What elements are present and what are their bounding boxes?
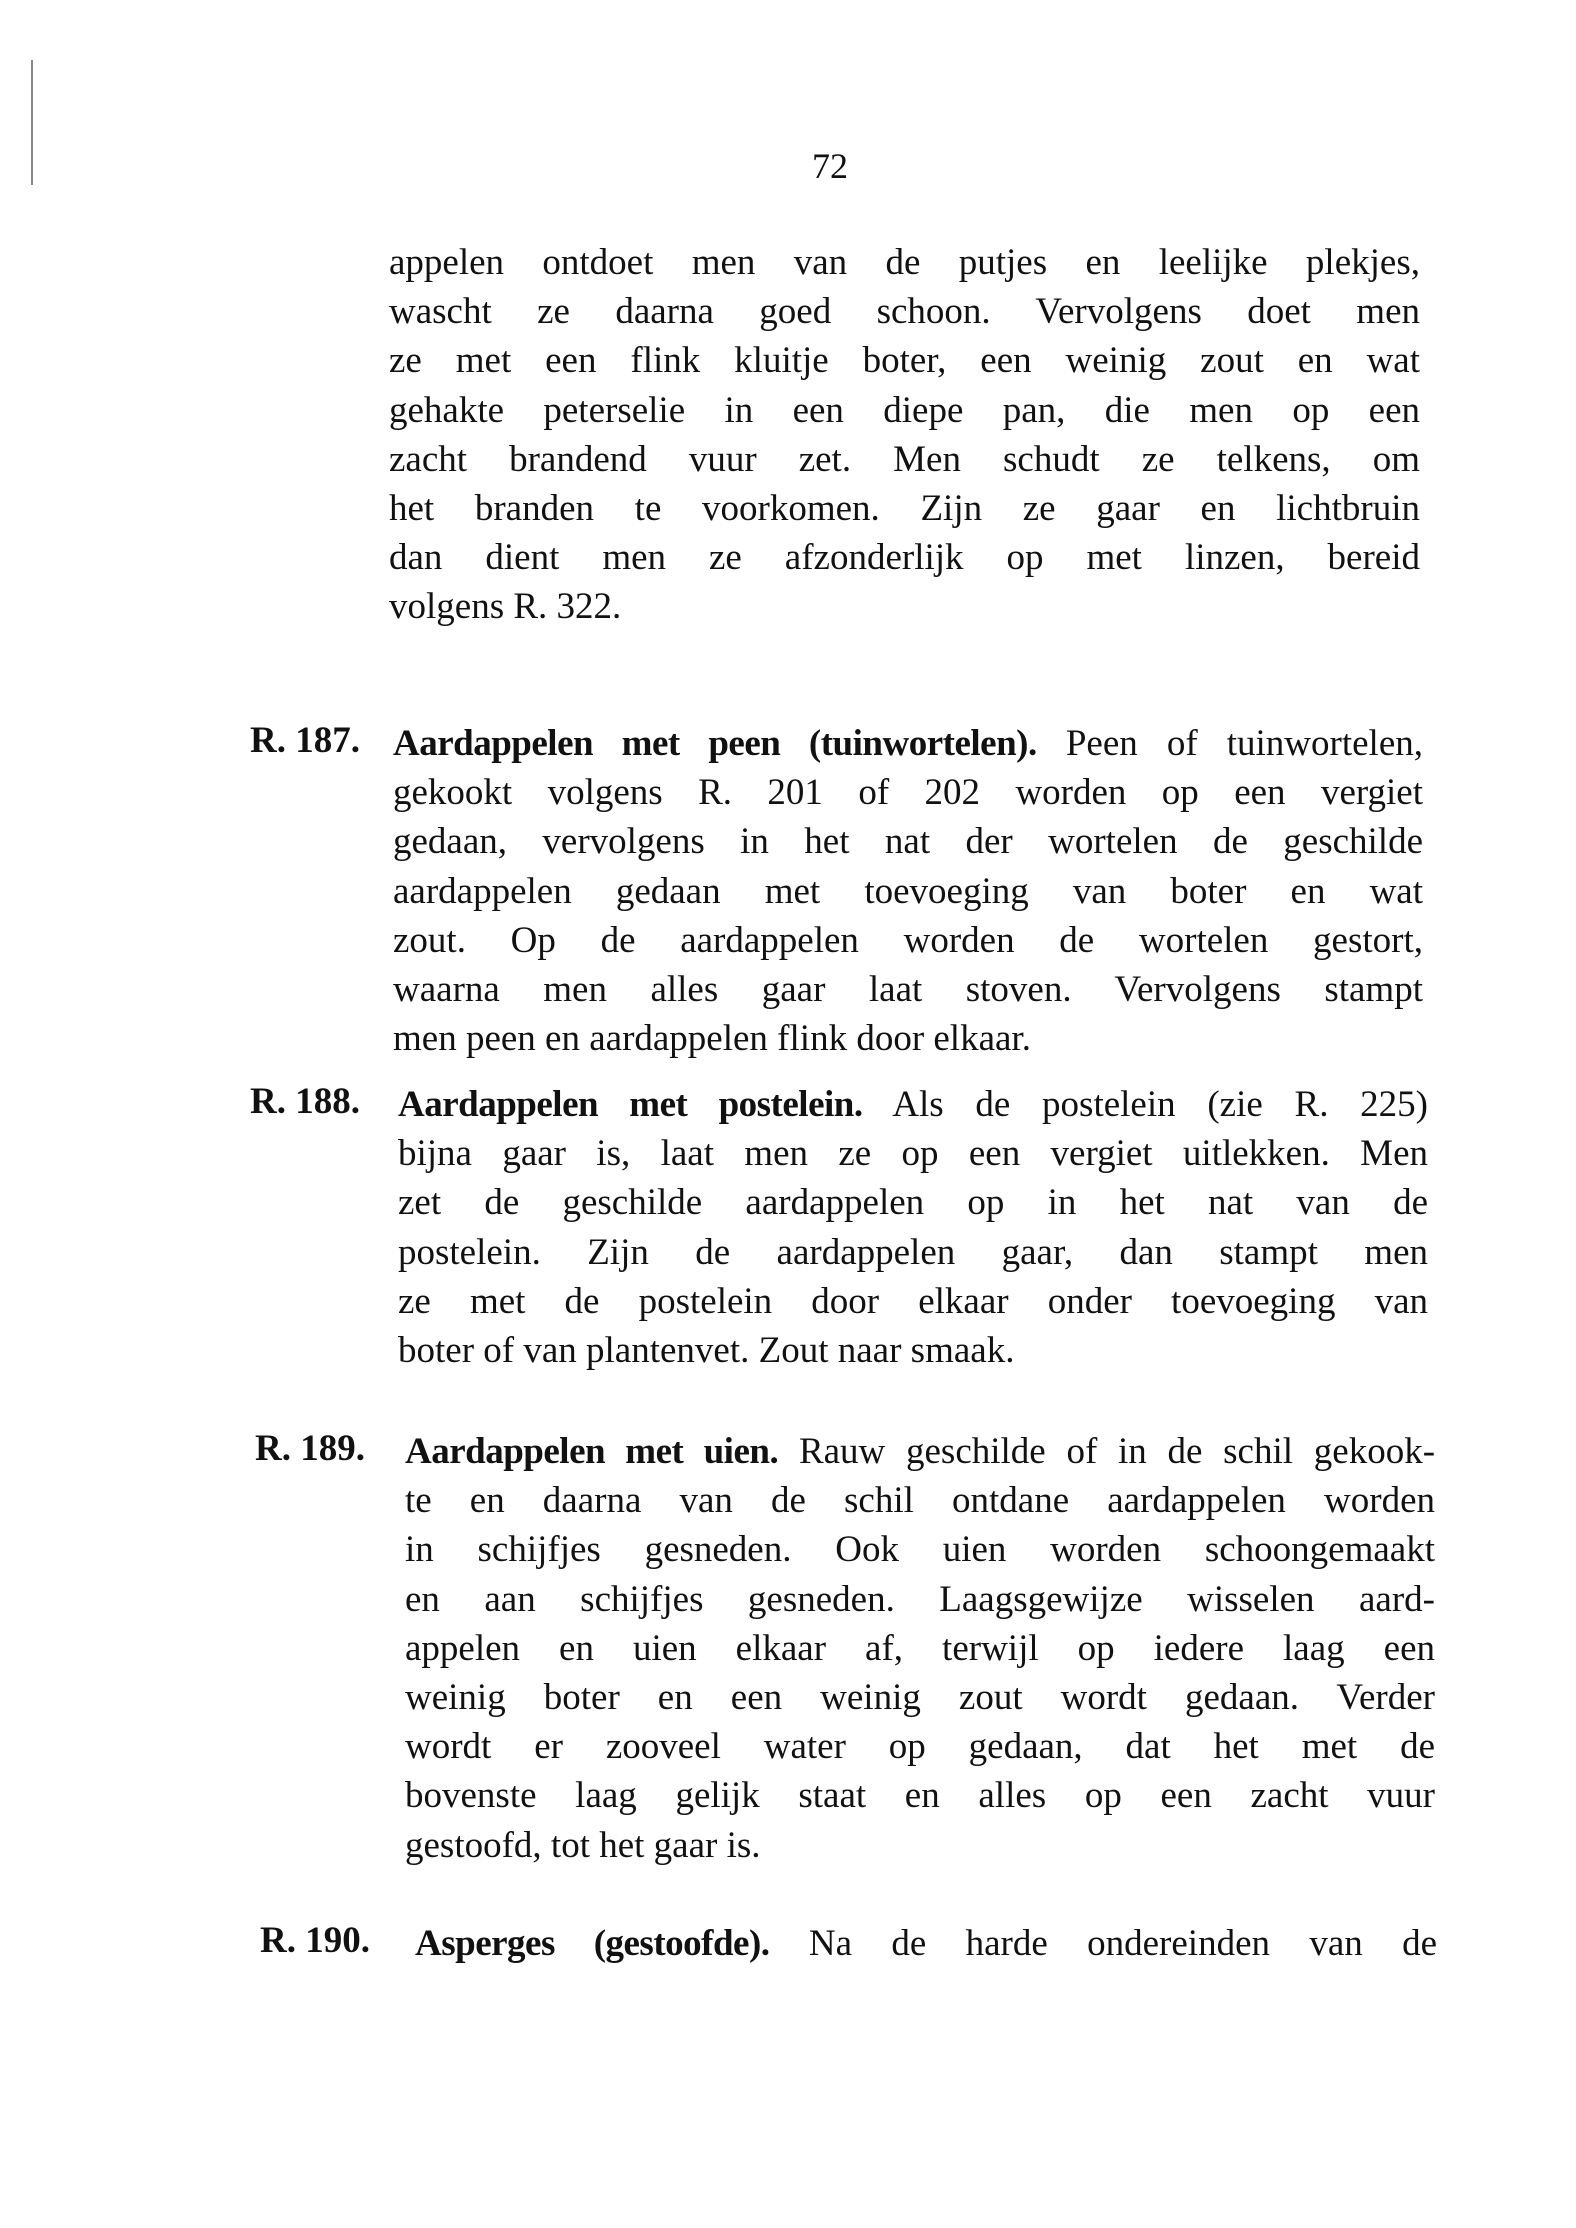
text-line: bijna gaar is, laat men ze op een vergiet uitlekken. Men [398, 1133, 1428, 1175]
recipe-187 [250, 719, 1424, 1063]
text-line: dan dient men ze afzonderlijk op met linzen, bereid [389, 537, 1420, 579]
recipe-label: R. 187. [250, 720, 360, 761]
text-line: en aan schijfjes gesneden. Laagsgewijze wisselen aard- [405, 1578, 1435, 1620]
intro-paragraph [389, 238, 1420, 632]
text-line: zacht brandend vuur zet. Men schudt ze telkens, om [389, 438, 1420, 480]
recipe-text: Als de postelein (zie R. 225) [892, 1084, 1428, 1125]
text-line: zet de geschilde aardappelen op in het nat van de [398, 1182, 1428, 1224]
text-line: boter of van plantenvet. Zout naar smaak. [398, 1329, 1015, 1371]
text-line: weinig boter en een weinig zout wordt gedaan. Verder [405, 1676, 1435, 1718]
text-line: wordt er zooveel water op gedaan, dat het met de [405, 1726, 1435, 1768]
text-line: gekookt volgens R. 201 of 202 worden op een vergiet [393, 772, 1423, 814]
recipe-189 [255, 1427, 1436, 1870]
text-line: men peen en aardappelen flink door elkaar. [393, 1018, 1031, 1060]
text-line: volgens R. 322. [389, 586, 622, 628]
recipe-first-line [405, 1427, 1435, 1476]
text-line: zout. Op de aardappelen worden de wortelen gestort, [393, 919, 1423, 961]
scan-margin-mark [31, 60, 33, 185]
recipe-label: R. 190. [260, 1920, 370, 1961]
recipe-heading: Aardappelen met peen (tuinwortelen). [393, 723, 1037, 764]
recipe-190 [260, 1919, 1438, 1968]
text-line: ze met een flink kluitje boter, een weinig zout en wat [389, 340, 1420, 382]
recipe-first-line [415, 1919, 1437, 1968]
text-line: gestoofd, tot het gaar is. [405, 1824, 761, 1866]
text-line: gehakte peterselie in een diepe pan, die men op een [389, 389, 1420, 431]
text-line: het branden te voorkomen. Zijn ze gaar en lichtbruin [389, 487, 1420, 529]
recipe-heading: Aardappelen met uien. [405, 1431, 779, 1472]
recipe-first-line [393, 719, 1423, 768]
text-line: waarna men alles gaar laat stoven. Vervolgens stampt [393, 968, 1423, 1010]
text-line: gedaan, vervolgens in het nat der wortelen de geschilde [393, 821, 1423, 863]
text-line: te en daarna van de schil ontdane aardappelen worden [405, 1480, 1435, 1522]
recipe-heading: Aardappelen met postelein. [398, 1084, 863, 1125]
recipe-text: Peen of tuinwortelen, [1065, 723, 1424, 764]
recipe-188 [250, 1080, 1428, 1375]
recipe-text: Rauw geschilde of in de schil gekook- [798, 1431, 1436, 1472]
text-line: ze met de postelein door elkaar onder toevoeging van [398, 1280, 1428, 1322]
text-line: postelein. Zijn de aardappelen gaar, dan stampt men [398, 1231, 1428, 1273]
text-line: bovenste laag gelijk staat en alles op een zacht vuur [405, 1775, 1435, 1817]
text-line: in schijfjes gesneden. Ook uien worden schoongemaakt [405, 1529, 1435, 1571]
text-line: appelen ontdoet men van de putjes en leelijke plekjes, [389, 242, 1420, 283]
recipe-first-line [398, 1080, 1428, 1129]
recipe-heading: Asperges (gestoofde). [415, 1923, 770, 1964]
text-line: aardappelen gedaan met toevoeging van boter en wat [393, 870, 1423, 912]
recipe-label: R. 188. [250, 1081, 360, 1122]
page-number: 72 [812, 146, 848, 186]
recipe-label: R. 189. [255, 1428, 365, 1469]
text-line: appelen en uien elkaar af, terwijl op iedere laag een [405, 1627, 1435, 1669]
recipe-text: Na de harde ondereinden van de [808, 1923, 1438, 1964]
text-line: wascht ze daarna goed schoon. Vervolgens doet men [389, 291, 1420, 333]
